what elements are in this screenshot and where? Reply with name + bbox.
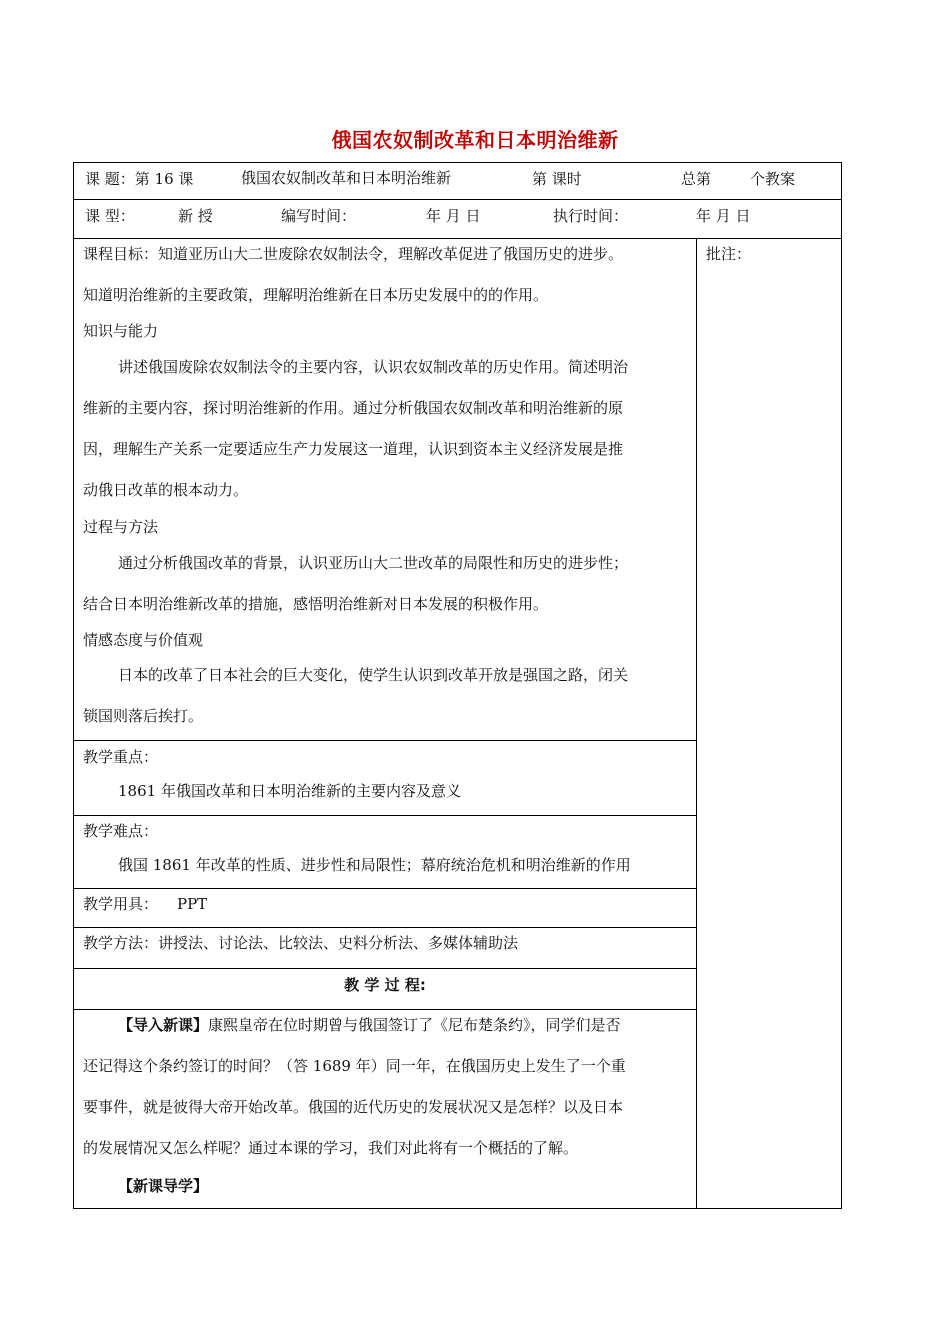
intro-line: 的发展情况又怎么样呢？通过本课的学习，我们对此将有一个概括的了解。 xyxy=(83,1139,579,1157)
difficulties-text: 俄国 1861 年改革的性质、进步性和局限性；幕府统治危机和明治维新的作用 xyxy=(118,856,631,874)
goal-line: 课程目标：知道亚历山大二世废除农奴制法令，理解改革促进了俄国历史的进步。 xyxy=(83,245,624,263)
process-heading: 教 学 过 程: xyxy=(344,976,426,994)
goal-line: 通过分析俄国改革的背景，认识亚历山大二世改革的局限性和历史的进步性； xyxy=(118,554,629,572)
row-divider xyxy=(74,199,841,200)
topic-label: 课 题：第 16 课 xyxy=(85,170,194,188)
plan-field: 个教案 xyxy=(750,170,796,188)
period-field: 第 课时 xyxy=(532,170,582,188)
row-divider xyxy=(74,740,696,741)
goal-section-heading: 知识与能力 xyxy=(83,322,159,340)
row-divider xyxy=(74,927,696,928)
row-divider xyxy=(74,968,696,969)
key-points-label: 教学重点： xyxy=(83,748,159,766)
type-label: 课 型： xyxy=(85,207,135,225)
lesson-plan-table xyxy=(73,162,842,1209)
notes-label: 批注： xyxy=(706,245,752,263)
write-time-label: 编写时间： xyxy=(281,207,357,225)
goal-line: 结合日本明治维新改革的措施，感悟明治维新对日本发展的积极作用。 xyxy=(83,595,549,613)
goal-line: 日本的改革了日本社会的巨大变化，使学生认识到改革开放是强国之路，闭关 xyxy=(118,666,629,684)
goal-line: 维新的主要内容，探讨明治维新的作用。通过分析俄国农奴制改革和明治维新的原 xyxy=(83,399,624,417)
goal-line: 因，理解生产关系一定要适应生产力发展这一道理，认识到资本主义经济发展是推 xyxy=(83,440,624,458)
total-field: 总第 xyxy=(681,170,712,188)
notes-column-divider xyxy=(696,238,697,1208)
methods-text: 教学方法：讲授法、讨论法、比较法、史料分析法、多媒体辅助法 xyxy=(83,934,519,952)
row-divider xyxy=(74,238,841,239)
goal-line: 知道明治维新的主要政策，理解明治维新在日本历史发展中的的作用。 xyxy=(83,286,549,304)
write-date: 年 月 日 xyxy=(426,207,481,225)
new-lesson-tag: 【新课导学】 xyxy=(118,1177,209,1195)
row-divider xyxy=(74,1009,696,1010)
goal-section-heading: 情感态度与价值观 xyxy=(83,631,204,649)
goal-line: 锁国则落后挨打。 xyxy=(83,707,204,725)
row-divider xyxy=(74,815,696,816)
type-value: 新 授 xyxy=(178,207,213,225)
exec-date: 年 月 日 xyxy=(696,207,751,225)
document-title: 俄国农奴制改革和日本明治维新 xyxy=(331,128,619,152)
goal-section-heading: 过程与方法 xyxy=(83,518,159,536)
tools-value: PPT xyxy=(177,895,208,913)
exec-time-label: 执行时间： xyxy=(553,207,629,225)
tools-label: 教学用具： xyxy=(83,895,159,913)
intro-tag: 【导入新课】 xyxy=(118,1016,209,1034)
goal-line: 动俄日改革的根本动力。 xyxy=(83,481,249,499)
key-points-text: 1861 年俄国改革和日本明治维新的主要内容及意义 xyxy=(118,782,461,800)
intro-line: 要事件，就是彼得大帝开始改革。俄国的近代历史的发展状况又是怎样？以及日本 xyxy=(83,1098,624,1116)
intro-line: 还记得这个条约签订的时间？（答 1689 年）同一年，在俄国历史上发生了一个重 xyxy=(83,1057,626,1075)
goal-line: 讲述俄国废除农奴制法令的主要内容，认识农奴制改革的历史作用。简述明治 xyxy=(118,358,629,376)
difficulties-label: 教学难点： xyxy=(83,822,159,840)
intro-paragraph-first xyxy=(118,1015,621,1035)
intro-line: 康熙皇帝在位时期曾与俄国签订了《尼布楚条约》，同学们是否 xyxy=(208,1016,621,1034)
topic-name: 俄国农奴制改革和日本明治维新 xyxy=(241,169,452,187)
row-divider xyxy=(74,888,696,889)
